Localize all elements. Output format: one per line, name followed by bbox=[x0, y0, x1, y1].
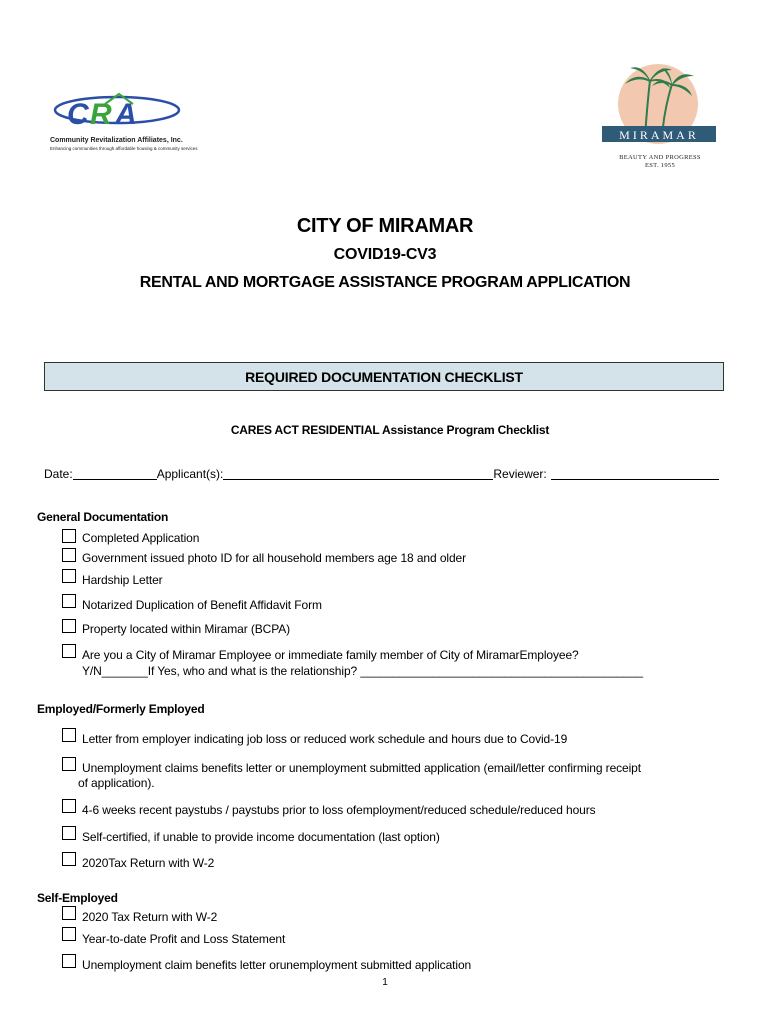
checklist-heading: REQUIRED DOCUMENTATION CHECKLIST bbox=[245, 368, 523, 385]
cra-logo-mark bbox=[45, 90, 185, 138]
program-code: COVID19-CV3 bbox=[333, 246, 437, 263]
checklist-item: Government issued photo ID for all household members age 18 and older bbox=[82, 551, 466, 565]
checklist-heading-bar bbox=[44, 362, 724, 391]
cra-logo bbox=[45, 90, 198, 160]
checklist-item: Unemployment claims benefits letter or unemployment submitted application (email/letter confirming receipt bbox=[82, 761, 641, 775]
date-field[interactable] bbox=[73, 467, 157, 480]
checklist-item: Notarized Duplication of Benefit Affidavit Form bbox=[82, 598, 322, 612]
checkbox[interactable] bbox=[62, 728, 76, 742]
applicant-field[interactable] bbox=[223, 467, 493, 480]
page-title: CITY OF MIRAMAR bbox=[296, 215, 474, 237]
checklist-item: Self-certified, if unable to provide income documentation (last option) bbox=[82, 830, 440, 844]
applicant-label: Applicant(s): bbox=[156, 467, 224, 481]
checklist-item: Completed Application bbox=[82, 531, 200, 545]
checklist-item: Unemployment claim benefits letter orunemployment submitted application bbox=[82, 958, 472, 972]
form-fields-row bbox=[44, 467, 719, 481]
program-title: RENTAL AND MORTGAGE ASSISTANCE PROGRAM APPLICATION bbox=[139, 274, 631, 291]
checkbox[interactable] bbox=[62, 757, 76, 771]
checklist-item: 2020Tax Return with W-2 bbox=[82, 856, 215, 870]
checkbox[interactable] bbox=[62, 529, 76, 543]
section-employed-title: Employed/Formerly Employed bbox=[37, 702, 205, 716]
checklist-item: Property located within Miramar (BCPA) bbox=[82, 622, 291, 636]
section-general-title: General Documentation bbox=[37, 510, 169, 524]
checklist-item: 4-6 weeks recent paystubs / paystubs prior to loss ofemployment/reduced schedule/reduced hours bbox=[82, 803, 596, 817]
page-number: 1 bbox=[382, 977, 388, 988]
cra-name: Community Revitalization Affiliates, Inc. bbox=[50, 137, 183, 144]
miramar-established: EST. 1955 bbox=[644, 162, 676, 169]
reviewer-field[interactable] bbox=[551, 467, 719, 480]
cra-tagline: Enhancing communities through affordable housing & community services bbox=[50, 146, 198, 151]
checkbox[interactable] bbox=[62, 906, 76, 920]
checkbox[interactable] bbox=[62, 594, 76, 608]
checkbox[interactable] bbox=[62, 799, 76, 813]
checkbox[interactable] bbox=[62, 826, 76, 840]
miramar-logo bbox=[600, 62, 720, 174]
svg-text:R: R bbox=[90, 98, 112, 131]
checklist-item-continued: of application). bbox=[78, 776, 155, 790]
checkbox[interactable] bbox=[62, 927, 76, 941]
checklist-item: Letter from employer indicating job loss or reduced work schedule and hours due to Covid-19 bbox=[82, 732, 568, 746]
employee-relationship-line: Y/N_______If Yes, who and what is the relationship? ___________________________________________ bbox=[82, 664, 644, 678]
checklist-item: Hardship Letter bbox=[82, 573, 163, 587]
date-label: Date: bbox=[44, 467, 73, 481]
checkbox[interactable] bbox=[62, 852, 76, 866]
section-self-employed-title: Self-Employed bbox=[37, 891, 118, 905]
checkbox[interactable] bbox=[62, 548, 76, 562]
svg-text:A: A bbox=[115, 98, 137, 131]
miramar-tagline: BEAUTY AND PROGRESS bbox=[619, 154, 701, 161]
svg-text:C: C bbox=[67, 98, 89, 131]
reviewer-label: Reviewer: bbox=[493, 467, 547, 481]
checklist-item: Are you a City of Miramar Employee or immediate family member of City of MiramarEmployee? bbox=[82, 648, 579, 662]
checklist-item: 2020 Tax Return with W-2 bbox=[82, 910, 218, 924]
checkbox[interactable] bbox=[62, 569, 76, 583]
checklist-item: Year-to-date Profit and Loss Statement bbox=[82, 932, 286, 946]
checkbox[interactable] bbox=[62, 954, 76, 968]
miramar-wordmark: MIRAMAR bbox=[619, 128, 699, 142]
checklist-subheading: CARES ACT RESIDENTIAL Assistance Program Checklist bbox=[230, 423, 550, 437]
checkbox[interactable] bbox=[62, 644, 76, 658]
checkbox[interactable] bbox=[62, 619, 76, 633]
